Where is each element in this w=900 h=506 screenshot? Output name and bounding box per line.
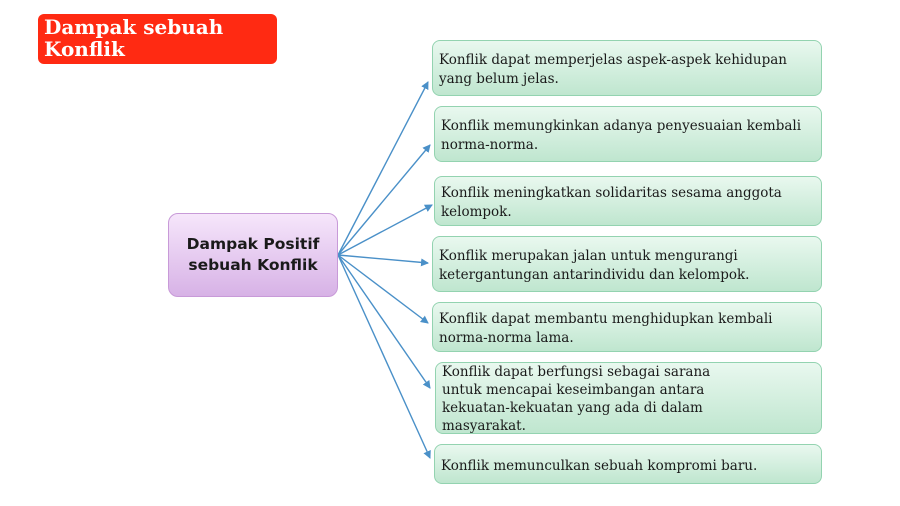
leaf-node-7 [434,444,822,484]
leaf-node-1-text: Konflik dapat memperjelas aspek-aspek kehidupan yang belum jelas. [439,52,787,87]
leaf-node-5 [432,302,822,352]
arrow-2 [338,145,430,255]
central-node [168,213,338,297]
arrow-7 [338,255,430,458]
arrow-5 [338,255,428,323]
leaf-node-3 [434,176,822,226]
arrow-6 [338,255,430,388]
leaf-node-5-text: Konflik dapat membantu menghidupkan kembali norma-norma lama. [439,311,773,346]
leaf-node-2-text: Konflik memungkinkan adanya penyesuaian kembali norma-norma. [441,118,802,153]
leaf-node-1 [432,40,822,96]
arrow-3 [338,205,432,255]
slide-title: Dampak sebuah Konflik [38,14,277,64]
arrow-1 [338,82,428,255]
central-node-label: Dampak Positif sebuah Konflik [186,235,320,274]
leaf-node-3-text: Konflik meningkatkan solidaritas sesama anggota kelompok. [441,185,782,220]
leaf-node-6-text: Konflik dapat berfungsi sebagai sarana untuk mencapai keseimbangan antara kekuatan-kekuatan yang ada di dalam masyarakat. [442,364,711,434]
arrow-4 [338,255,428,263]
leaf-node-4-text: Konflik merupakan jalan untuk mengurangi ketergantungan antarindividu dan kelompok. [439,248,750,283]
leaf-node-7-text: Konflik memunculkan sebuah kompromi baru. [441,457,758,474]
leaf-node-2 [434,106,822,162]
leaf-node-6 [435,362,822,434]
leaf-node-4 [432,236,822,292]
